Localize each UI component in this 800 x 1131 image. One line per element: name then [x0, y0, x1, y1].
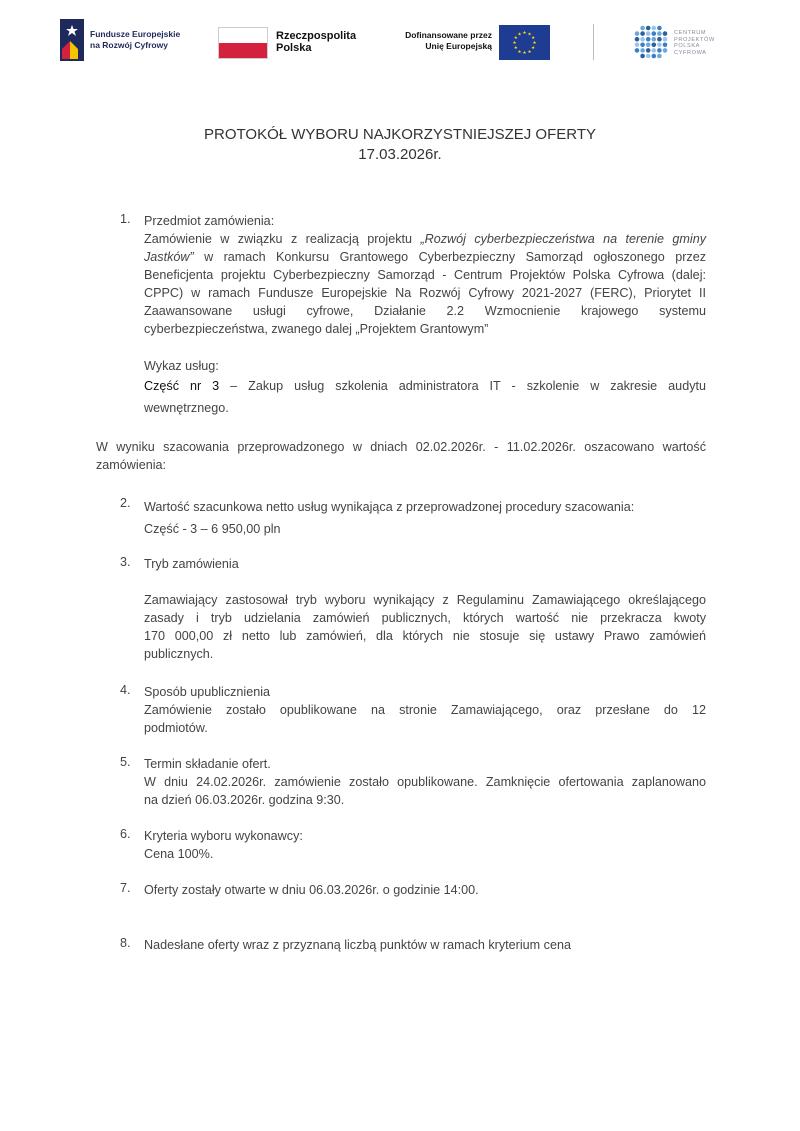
- section-3-line3: 170 000,00 zł netto lub zamówień, dla których nie stosuje się ustawy Prawo zamówień: [144, 629, 706, 643]
- section-6-number: 6.: [120, 827, 131, 841]
- services-list-heading: Wykaz usług:: [144, 359, 219, 373]
- rp-line1: Rzeczpospolita: [276, 30, 357, 42]
- section-1-heading: Przedmiot zamówienia:: [144, 214, 275, 228]
- ue-line2: Unię Europejską: [425, 41, 492, 51]
- header-logos: [0, 0, 800, 90]
- cppc-dot: [635, 31, 640, 36]
- title-line1: PROTOKÓŁ WYBORU NAJKORZYSTNIEJSZEJ OFERTY: [204, 126, 596, 143]
- cppc-dot: [640, 26, 645, 31]
- cppc-dot: [640, 54, 645, 59]
- section-3-number: 3.: [120, 555, 131, 569]
- section-3-line2: zasady i tryb udzielania zamówień publicznych, których wartość nie przekracza kwoty: [144, 611, 706, 625]
- section-1-line4: CPPC) w ramach Fundusze Europejskie Na Rozwój Cyfrowy 2021-2027 (FERC), Priorytet II: [144, 286, 706, 300]
- cppc-emblem-icon: [634, 25, 668, 59]
- cppc-dot: [663, 37, 668, 42]
- cppc-dot: [635, 37, 640, 42]
- section-3-line1: Zamawiający zastosował tryb wyboru wynikający z Regulaminu Zamawiającego określającego: [144, 593, 706, 607]
- eu-star-icon: ★: [512, 40, 517, 46]
- eu-star-icon: ★: [513, 35, 518, 41]
- section-1-line2: Jastków” w ramach Konkursu Grantowego Cyberbezpieczny Samorząd ogłoszonego przez: [144, 250, 706, 264]
- cppc-dot: [640, 37, 645, 42]
- cppc-dot: [652, 26, 657, 31]
- document-title: [0, 125, 800, 165]
- cppc-dot: [640, 48, 645, 53]
- cppc-dot: [646, 43, 651, 48]
- estimate-paragraph: [96, 438, 706, 474]
- section-4-number: 4.: [120, 683, 131, 697]
- cppc-dot: [657, 43, 662, 48]
- service-part-line: Część nr 3 – Zakup usług szkolenia administratora IT - szkolenie w zakresie audytu: [144, 379, 706, 393]
- logo-divider: [593, 24, 594, 60]
- cppc-dot: [652, 31, 657, 36]
- fundusze-europejskie-logo: [60, 19, 200, 61]
- section-6-heading: Kryteria wyboru wykonawcy:: [144, 829, 303, 843]
- section-1-line6: cyberbezpieczeństwa, zwanego dalej „Projektem Grantowym”: [144, 322, 489, 336]
- cppc-dot: [663, 31, 668, 36]
- eu-star-icon: ★: [531, 45, 536, 51]
- cppc-dot: [652, 54, 657, 59]
- cppc-dot: [657, 37, 662, 42]
- section-1-number: 1.: [120, 212, 131, 226]
- cppc-dot: [646, 48, 651, 53]
- fe-line1: Fundusze Europejskie: [90, 29, 181, 39]
- eu-star-icon: ★: [517, 48, 522, 54]
- fe-line2: na Rozwój Cyfrowy: [90, 40, 168, 50]
- cppc-dot: [657, 48, 662, 53]
- unia-europejska-logo: [392, 25, 552, 61]
- section-5-line1: W dniu 24.02.2026r. zamówienie zostało opublikowane. Zamknięcie ofertowania zaplanowano: [144, 775, 706, 789]
- eu-star-icon: ★: [513, 45, 518, 51]
- eu-star-icon: ★: [522, 50, 527, 56]
- eu-flag-icon: [499, 25, 550, 60]
- cppc-dot: [657, 31, 662, 36]
- eu-star-icon: ★: [527, 31, 532, 37]
- cppc-logo: [634, 25, 744, 61]
- cppc-dot: [640, 31, 645, 36]
- eu-star-icon: ★: [517, 31, 522, 37]
- cppc-dot: [652, 43, 657, 48]
- rzeczpospolita-polska-logo: [218, 27, 378, 59]
- eu-star-icon: ★: [532, 40, 537, 46]
- eu-star-icon: ★: [527, 48, 532, 54]
- cppc-dot: [652, 37, 657, 42]
- cppc-line3: POLSKA: [674, 43, 700, 49]
- cppc-dot: [646, 26, 651, 31]
- section-7-line1: Oferty zostały otwarte w dniu 06.03.2026r. o godzinie 14:00.: [144, 883, 479, 897]
- cppc-dot: [646, 37, 651, 42]
- section-1-line3: Beneficjenta projektu Cyberbezpieczny Samorząd - Centrum Projektów Polska Cyfrowa (dalej:: [144, 268, 706, 282]
- cppc-line1: CENTRUM: [674, 30, 707, 36]
- section-7-number: 7.: [120, 881, 131, 895]
- section-3-line4: publicznych.: [144, 647, 214, 661]
- section-8-number: 8.: [120, 936, 131, 950]
- estimate-line1: W wyniku szacowania przeprowadzonego w dniach 02.02.2026r. - 11.02.2026r. oszacowano wartość: [96, 440, 706, 454]
- section-6-line1: Cena 100%.: [144, 847, 214, 861]
- section-5-heading: Termin składanie ofert.: [144, 757, 271, 771]
- cppc-dot: [646, 31, 651, 36]
- fe-emblem-icon: [60, 19, 84, 61]
- polish-flag-icon: [218, 27, 268, 59]
- cppc-dot: [646, 54, 651, 59]
- section-1-line5: Zaawansowane usługi cyfrowe, Działanie 2.2 Wzmocnienie krajowego systemu: [144, 304, 706, 318]
- section-8-line1: Nadesłane oferty wraz z przyznaną liczbą punktów w ramach kryterium cena: [144, 938, 571, 952]
- eu-star-icon: ★: [531, 35, 536, 41]
- ue-line1: Dofinansowane przez: [405, 30, 492, 40]
- cppc-dot: [652, 48, 657, 53]
- section-5-line2: na dzień 06.03.2026r. godzina 9:30.: [144, 793, 345, 807]
- section-5-number: 5.: [120, 755, 131, 769]
- cppc-line4: CYFROWA: [674, 49, 707, 56]
- section-2-line1: Wartość szacunkowa netto usług wynikająca z przeprowadzonej procedury szacowania:: [144, 500, 635, 514]
- cppc-dot: [635, 43, 640, 48]
- rp-line2: Polska: [276, 42, 312, 54]
- cppc-dot: [635, 48, 640, 53]
- section-1-line1: Zamówienie w związku z realizacją projektu „Rozwój cyberbezpieczeństwa na terenie gminy: [144, 232, 707, 246]
- estimate-line2: zamówienia:: [96, 458, 166, 472]
- cppc-dot: [640, 43, 645, 48]
- section-2-value: Część - 3 – 6 950,00 pln: [144, 522, 281, 536]
- cppc-dot: [657, 26, 662, 31]
- cppc-dot: [663, 43, 668, 48]
- cppc-dot: [657, 54, 662, 59]
- section-4-line2: podmiotów.: [144, 721, 208, 735]
- eu-star-icon: ★: [522, 30, 527, 36]
- title-date: 17.03.2026r.: [358, 146, 442, 163]
- section-4-line1: Zamówienie zostało opublikowane na stronie Zamawiającego, oraz przesłane do 12: [144, 703, 706, 717]
- section-3-heading: Tryb zamówienia: [144, 557, 239, 571]
- cppc-line2: PROJEKTÓW: [674, 36, 715, 43]
- section-2-number: 2.: [120, 496, 131, 510]
- section-4-heading: Sposób upublicznienia: [144, 685, 271, 699]
- cppc-dot: [663, 48, 668, 53]
- service-part-line2: wewnętrznego.: [144, 401, 229, 415]
